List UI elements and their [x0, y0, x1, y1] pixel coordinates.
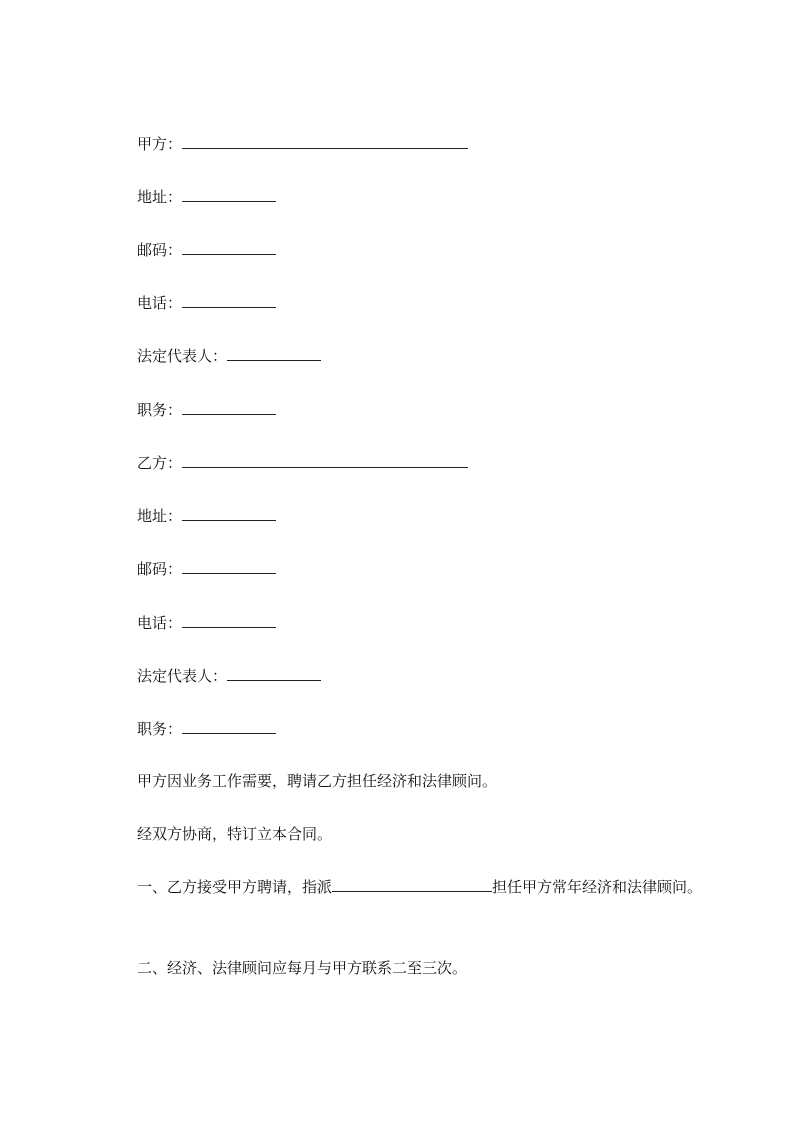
party-b-name-label: 乙方： [137, 454, 183, 472]
party-a-position-blank [182, 399, 276, 415]
intro-paragraph: 甲方因业务工作需要，聘请乙方担任经济和法律顾问。 [137, 772, 498, 790]
party-a-position-label: 职务： [137, 401, 183, 419]
party-b-legal-rep-label: 法定代表人： [137, 667, 228, 685]
party-b-postcode-blank [182, 558, 276, 574]
party-b-phone-label: 电话： [137, 614, 183, 632]
party-b-name-row [137, 452, 468, 473]
party-b-legal-rep-row [137, 665, 321, 686]
party-a-name-row [137, 133, 468, 154]
party-a-phone-row [137, 292, 276, 313]
party-a-address-row [137, 186, 276, 207]
clause-1-text-after: 担任甲方常年经济和法律顾问。 [492, 878, 703, 896]
party-b-postcode-label: 邮码： [137, 560, 183, 578]
clause-1 [105, 874, 715, 900]
party-a-phone-label: 电话： [137, 294, 183, 312]
party-b-address-blank [182, 505, 276, 521]
agreement-paragraph: 经双方协商，特订立本合同。 [137, 825, 333, 843]
party-a-name-label: 甲方： [137, 135, 183, 153]
party-b-phone-blank [182, 612, 276, 628]
party-b-phone-row [137, 612, 276, 633]
clause-1-appointee-blank [332, 876, 492, 892]
party-a-legal-rep-row [137, 345, 321, 366]
party-b-postcode-row [137, 558, 276, 579]
party-a-legal-rep-blank [227, 345, 321, 361]
party-a-legal-rep-label: 法定代表人： [137, 347, 228, 365]
party-a-postcode-label: 邮码： [137, 241, 183, 259]
party-a-postcode-row [137, 239, 276, 260]
party-a-postcode-blank [182, 239, 276, 255]
party-b-address-row [137, 505, 276, 526]
party-b-address-label: 地址： [137, 507, 183, 525]
party-a-position-row [137, 399, 276, 420]
party-b-legal-rep-blank [227, 665, 321, 681]
party-b-position-blank [182, 718, 276, 734]
party-a-address-blank [182, 186, 276, 202]
party-a-address-label: 地址： [137, 188, 183, 206]
party-b-name-blank [182, 452, 468, 468]
party-a-name-blank [182, 133, 468, 149]
clause-2: 二、经济、法律顾问应每月与甲方联系二至三次。 [137, 959, 468, 977]
party-b-position-label: 职务： [137, 720, 183, 738]
party-b-position-row [137, 718, 276, 739]
party-a-phone-blank [182, 292, 276, 308]
clause-1-text-before: 一、乙方接受甲方聘请，指派 [137, 878, 333, 896]
